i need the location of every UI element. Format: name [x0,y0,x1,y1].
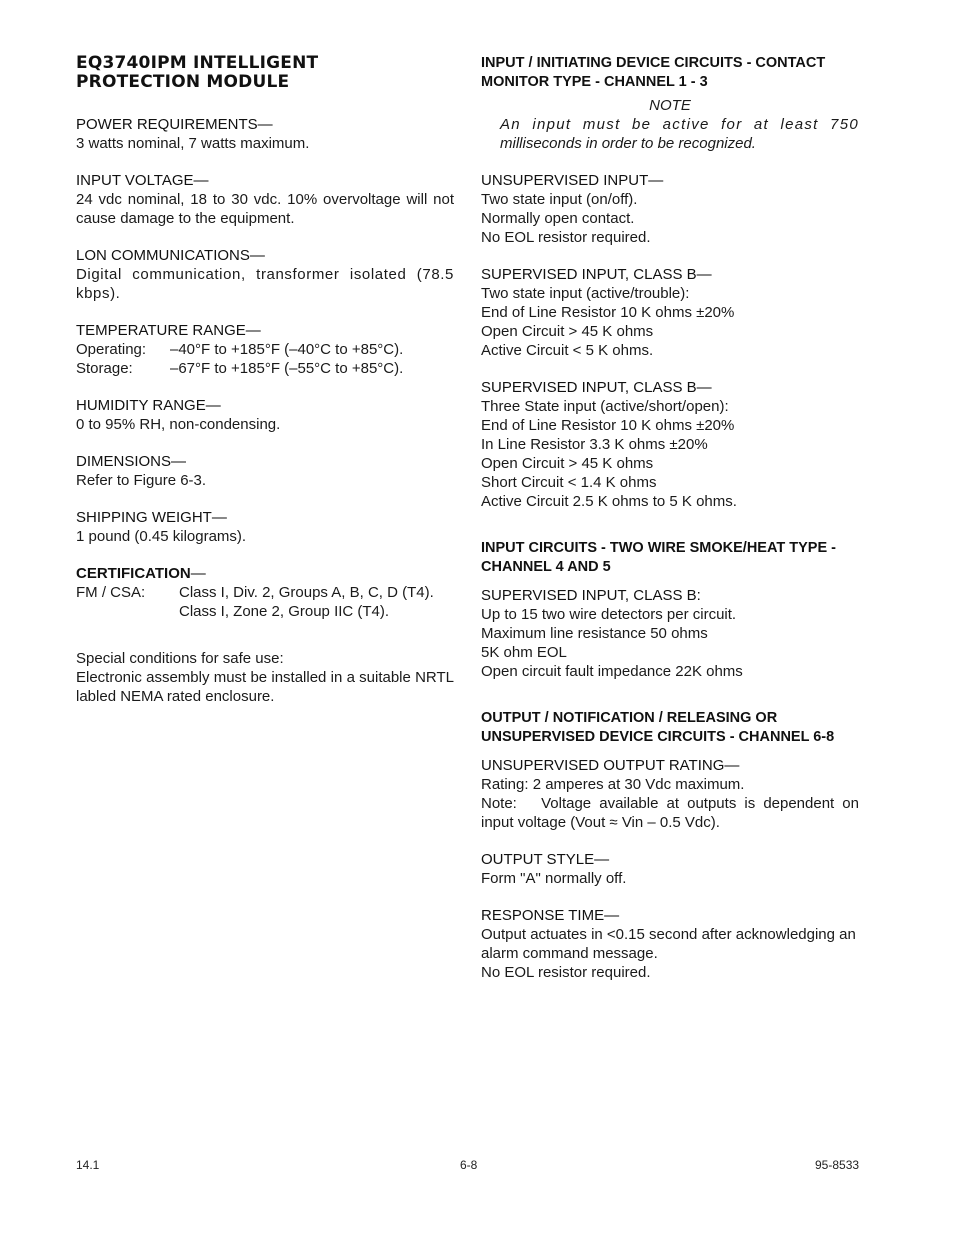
temperature-range-section [76,321,454,378]
shipping-weight-text: 1 pound (0.45 kilograms). [76,528,247,545]
smoke-heat-heading: INPUT CIRCUITS - TWO WIRE SMOKE/HEAT TYPE - CHANNEL 4 AND 5 [481,540,836,575]
humidity-range-section [76,396,454,434]
note-block [481,96,859,153]
input-voltage-heading: INPUT VOLTAGE— [76,172,209,189]
note-text-line2: milliseconds in order to be recognized. [500,135,756,152]
special-conditions-section [76,649,454,706]
lon-communications-text: Digital communication, transformer isolated (78.5 kbps). [76,266,454,302]
document-title: EQ3740IPM INTELLIGENT PROTECTION MODULE [76,53,319,92]
contact-monitor-heading: INPUT / INITIATING DEVICE CIRCUITS - CONTACT MONITOR TYPE - CHANNEL 1 - 3 [481,55,826,90]
input-voltage-text: 24 vdc nominal, 18 to 30 vdc. 10% overvoltage will not cause damage to the equipment. [76,191,454,227]
dimensions-heading: DIMENSIONS— [76,453,187,470]
lon-communications-heading: LON COMMUNICATIONS— [76,247,265,264]
output-style-section: OUTPUT STYLE— Form "A" normally off. [481,851,627,887]
certification-heading: CERTIFICATION— [76,565,206,582]
unsupervised-input-section: UNSUPERVISED INPUT— Two state input (on/off). Normally open contact. No EOL resistor required. [481,172,664,246]
power-requirements-text: 3 watts nominal, 7 watts maximum. [76,135,310,152]
output-rating-section: UNSUPERVISED OUTPUT RATING— Rating: 2 amperes at 30 Vdc maximum. Note: Voltage available at outputs is dependent on input voltage (Vout ≈ Vin – 0.5 Vdc). [481,757,864,831]
certification-row: FM / CSA: Class I, Div. 2, Groups A, B, C, D (T4). Class I, Zone 2, Group IIC (T4). [76,584,434,620]
power-requirements-section [76,115,454,153]
dimensions-text: Refer to Figure 6-3. [76,472,207,489]
right-column [481,54,864,1000]
output-circuits-heading: OUTPUT / NOTIFICATION / RELEASING OR UNSUPERVISED DEVICE CIRCUITS - CHANNEL 6-8 [481,710,835,745]
power-requirements-heading: POWER REQUIREMENTS— [76,116,273,133]
supervised-input-smoke-section: SUPERVISED INPUT, CLASS B: Up to 15 two wire detectors per circuit. Maximum line resistance 50 ohms 5K ohm EOL Open circuit fault impedance 22K ohms [481,587,743,680]
footer-revision: 14.1 [76,1158,100,1172]
special-conditions-text: Electronic assembly must be installed in a suitable NRTL labled NEMA rated enclosure. [76,669,454,705]
humidity-range-heading: HUMIDITY RANGE— [76,397,221,414]
response-time-section: RESPONSE TIME— Output actuates in <0.15 second after acknowledging an alarm command message. No EOL resistor required. [481,907,856,981]
shipping-weight-section [76,508,454,546]
supervised-input-two-state-section: SUPERVISED INPUT, CLASS B— Two state input (active/trouble): End of Line Resistor 10 K ohms ±20% Open Circuit > 45 K ohms Active Circuit < 5 K ohms. [481,266,735,359]
input-voltage-section [76,171,454,228]
shipping-weight-heading: SHIPPING WEIGHT— [76,509,227,526]
left-column [76,54,454,706]
certification-section [76,564,454,621]
supervised-input-three-state-section: SUPERVISED INPUT, CLASS B— Three State input (active/short/open): End of Line Resistor 10 K ohms ±20% In Line Resistor 3.3 K ohms ±20% Open Circuit > 45 K ohms Short Circuit < 1.4 K ohms Active Circuit 2.5 K ohms to 5 K ohms. [481,379,737,510]
temperature-range-heading: TEMPERATURE RANGE— [76,322,261,339]
humidity-range-text: 0 to 95% RH, non-condensing. [76,416,281,433]
footer-page-number: 6-8 [460,1158,478,1172]
temperature-operating-row: Operating: –40°F to +185°F (–40°C to +85°C). [76,341,404,358]
note-text-line1: An input must be active for at least 750 [500,116,859,133]
note-title: NOTE [649,97,691,114]
special-conditions-heading: Special conditions for safe use: [76,650,284,667]
temperature-storage-row: Storage: –67°F to +185°F (–55°C to +85°C). [76,360,404,377]
dimensions-section [76,452,454,490]
footer-document-number: 95-8533 [815,1158,860,1172]
lon-communications-section [76,246,454,303]
